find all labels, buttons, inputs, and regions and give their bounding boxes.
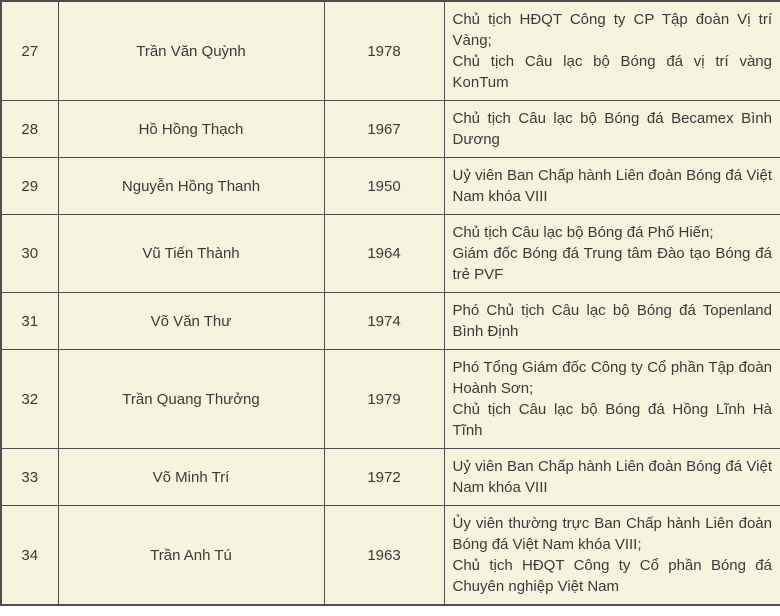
row-number-cell: 28 <box>1 101 58 158</box>
member-name-cell: Võ Minh Trí <box>58 449 324 506</box>
row-number-cell: 32 <box>1 350 58 449</box>
role-line: Chủ tịch Câu lạc bộ Bóng đá Phố Hiến; <box>452 224 714 241</box>
roles-cell <box>444 1 780 101</box>
role-line: Phó Chủ tịch Câu lạc bộ Bóng đá Topenland Bình Định <box>452 302 772 340</box>
role-line: Chủ tịch Câu lạc bộ Bóng đá vị trí vàng KonTum <box>452 53 772 91</box>
roles-cell <box>444 158 780 215</box>
table-row <box>1 449 780 506</box>
member-name-cell: Hồ Hồng Thạch <box>58 101 324 158</box>
member-name-cell: Trần Văn Quỳnh <box>58 1 324 101</box>
role-line: Chủ tịch HĐQT Công ty Cổ phần Bóng đá Chuyên nghiệp Việt Nam <box>452 557 772 595</box>
role-line: Uỷ viên Ban Chấp hành Liên đoàn Bóng đá Việt Nam khóa VIII <box>452 458 772 496</box>
role-line: Chủ tịch Câu lạc bộ Bóng đá Hồng Lĩnh Hà Tĩnh <box>452 401 772 439</box>
roles-cell <box>444 350 780 449</box>
role-line: Giám đốc Bóng đá Trung tâm Đào tạo Bóng đá trẻ PVF <box>452 245 772 283</box>
table-row <box>1 350 780 449</box>
member-name-cell: Võ Văn Thư <box>58 293 324 350</box>
role-line: Phó Tổng Giám đốc Công ty Cổ phần Tập đoàn Hoành Sơn; <box>452 359 772 397</box>
roles-cell <box>444 449 780 506</box>
member-name-cell: Nguyễn Hồng Thanh <box>58 158 324 215</box>
birth-year-cell: 1978 <box>324 1 444 101</box>
role-line: Chủ tịch Câu lạc bộ Bóng đá Becamex Bình Dương <box>452 110 772 148</box>
roles-cell <box>444 506 780 606</box>
birth-year-cell: 1950 <box>324 158 444 215</box>
member-name-cell: Vũ Tiến Thành <box>58 215 324 293</box>
roles-cell <box>444 215 780 293</box>
birth-year-cell: 1979 <box>324 350 444 449</box>
roles-cell <box>444 293 780 350</box>
row-number-cell: 30 <box>1 215 58 293</box>
table-row <box>1 506 780 606</box>
table-row <box>1 293 780 350</box>
row-number-cell: 29 <box>1 158 58 215</box>
member-name-cell: Trần Quang Thưởng <box>58 350 324 449</box>
table-row <box>1 158 780 215</box>
table-row <box>1 215 780 293</box>
table-row <box>1 101 780 158</box>
birth-year-cell: 1967 <box>324 101 444 158</box>
table-row <box>1 1 780 101</box>
row-number-cell: 34 <box>1 506 58 606</box>
birth-year-cell: 1974 <box>324 293 444 350</box>
birth-year-cell: 1964 <box>324 215 444 293</box>
row-number-cell: 31 <box>1 293 58 350</box>
role-line: Uỷ viên Ban Chấp hành Liên đoàn Bóng đá Việt Nam khóa VIII <box>452 167 772 205</box>
member-name-cell: Trần Anh Tú <box>58 506 324 606</box>
birth-year-cell: 1972 <box>324 449 444 506</box>
row-number-cell: 33 <box>1 449 58 506</box>
role-line: Ủy viên thường trực Ban Chấp hành Liên đoàn Bóng đá Việt Nam khóa VIII; <box>452 515 772 553</box>
role-line: Chủ tịch HĐQT Công ty CP Tập đoàn Vị trí Vàng; <box>452 11 772 49</box>
officials-table-body <box>1 1 780 605</box>
roles-cell <box>444 101 780 158</box>
row-number-cell: 27 <box>1 1 58 101</box>
birth-year-cell: 1963 <box>324 506 444 606</box>
